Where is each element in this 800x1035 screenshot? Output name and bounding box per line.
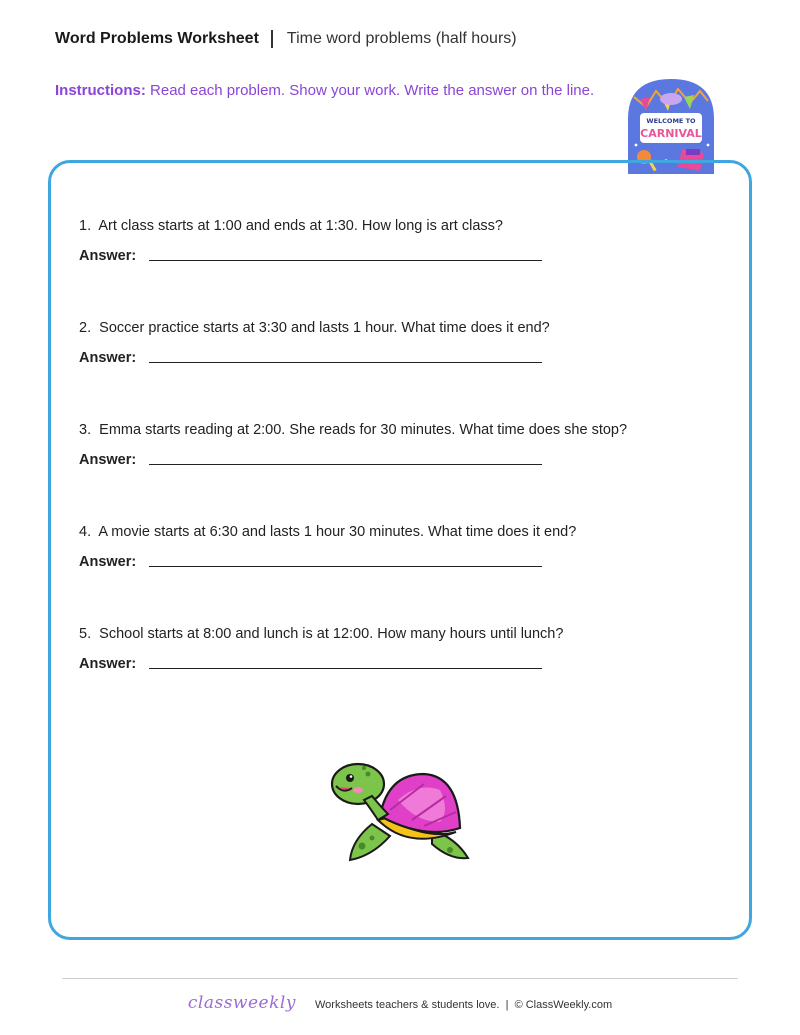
answer-label: Answer: [79,554,137,570]
footer-separator: | [505,999,509,1011]
footer-divider [62,978,738,979]
answer-row [79,248,719,264]
instructions [55,82,594,99]
problem-question: 3. Emma starts reading at 2:00. She reads for 30 minutes. What time does she stop? [79,422,628,438]
worksheet-header [55,30,517,48]
problem-question: 5. School starts at 8:00 and lunch is at 12:00. How many hours until lunch? [79,626,564,642]
footer-tagline: Worksheets teachers & students love. [315,999,500,1011]
problem-1 [79,218,719,264]
problem-3 [79,422,719,468]
answer-row [79,350,719,366]
problem-question: 4. A movie starts at 6:30 and lasts 1 hour 30 minutes. What time does it end? [79,524,577,540]
problem-2 [79,320,719,366]
answer-line[interactable] [149,362,542,363]
problem-question: 1. Art class starts at 1:00 and ends at 1:30. How long is art class? [79,218,503,234]
answer-line[interactable] [149,668,542,669]
answer-row [79,656,719,672]
instructions-label: Instructions: [55,82,146,99]
header-divider [271,30,273,48]
brand-logo: classweekly [187,993,296,1013]
answer-line[interactable] [149,260,542,261]
answer-label: Answer: [79,656,137,672]
worksheet-subtitle: Time word problems (half hours) [286,30,517,47]
instructions-text: Read each problem. Show your work. Write the answer on the line. [150,82,595,99]
problem-4 [79,524,719,570]
answer-line[interactable] [149,566,542,567]
answer-row [79,554,719,570]
badge-line2: CARNIVAL [640,127,702,140]
answer-line[interactable] [149,464,542,465]
problem-question: 2. Soccer practice starts at 3:30 and lasts 1 hour. What time does it end? [79,320,550,336]
answer-label: Answer: [79,248,137,264]
answer-label: Answer: [79,452,137,468]
problem-5 [79,626,719,672]
badge-line1: WELCOME TO [646,117,696,125]
footer [0,993,800,1013]
footer-copyright: © ClassWeekly.com [514,999,613,1011]
worksheet-title: Word Problems Worksheet [55,30,259,47]
answer-row [79,452,719,468]
turtle-illustration [328,760,472,870]
answer-label: Answer: [79,350,137,366]
